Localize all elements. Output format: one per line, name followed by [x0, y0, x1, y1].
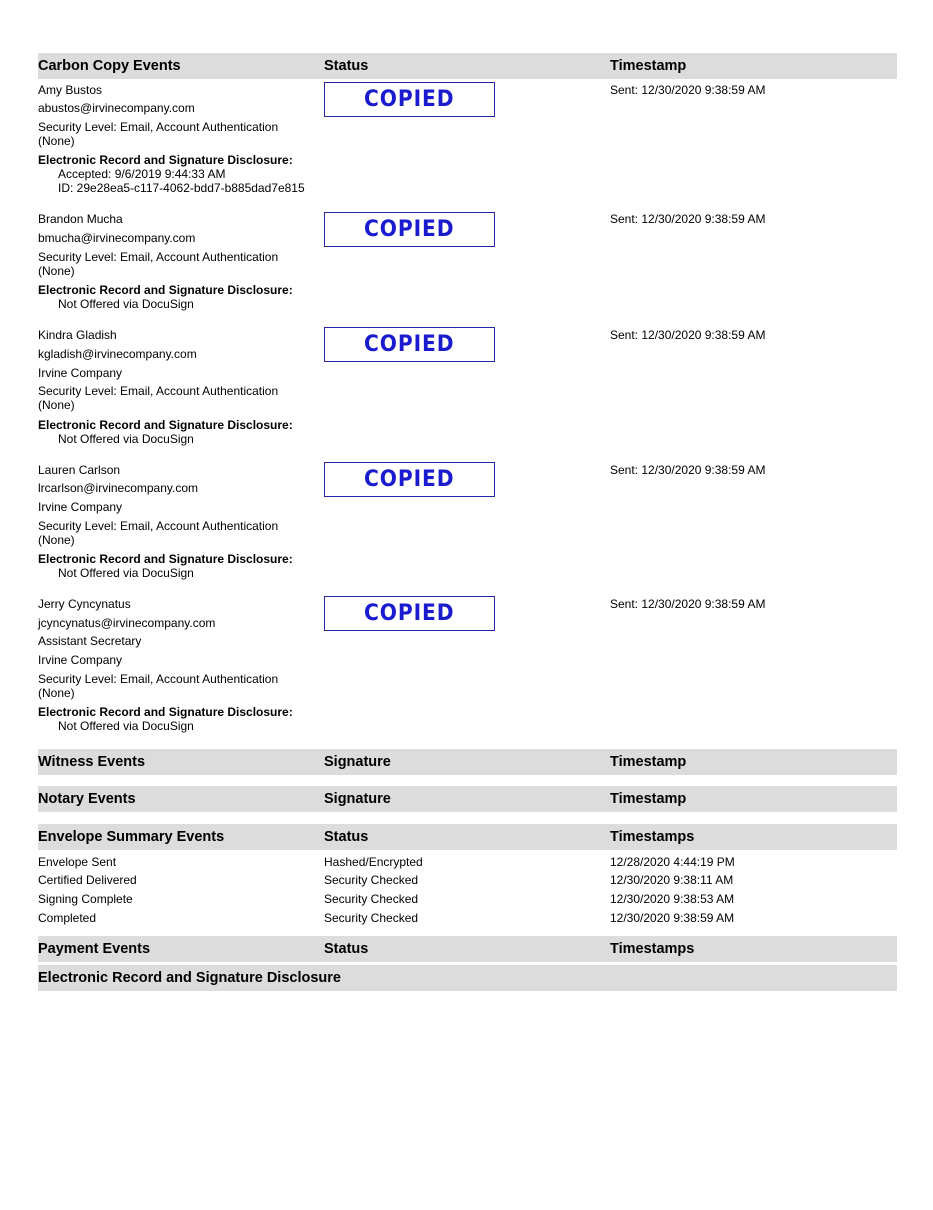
recipient-name: Lauren Carlson: [38, 463, 121, 477]
witness-events-title: Witness Events: [38, 754, 146, 770]
notary-events-title: Notary Events: [38, 791, 136, 807]
recipient-name: Kindra Gladish: [38, 328, 117, 342]
security-level: Security Level: Email, Account Authentication (None): [38, 250, 279, 278]
event-status: Security Checked: [324, 892, 419, 906]
sent-timestamp: Sent: 12/30/2020 9:38:59 AM: [610, 463, 766, 477]
timestamps-column-header: Timestamps: [610, 941, 695, 957]
copied-stamp: COPIED: [324, 596, 495, 631]
event-timestamp: 12/30/2020 9:38:59 AM: [610, 911, 735, 925]
event-name: Signing Complete: [38, 892, 133, 906]
notary-events-header: [38, 786, 897, 812]
status-column-header: Status: [324, 58, 369, 74]
recipient-email: abustos@irvinecompany.com: [38, 101, 195, 115]
timestamp-column-header: Timestamp: [610, 754, 687, 770]
disclosure-accepted: Accepted: 9/6/2019 9:44:33 AM: [58, 167, 226, 181]
disclosure-label: Electronic Record and Signature Disclosure:: [38, 153, 293, 167]
security-level: Security Level: Email, Account Authentication (None): [38, 120, 279, 148]
sent-timestamp: Sent: 12/30/2020 9:38:59 AM: [610, 328, 766, 342]
security-level: Security Level: Email, Account Authentication (None): [38, 672, 279, 700]
copied-stamp: COPIED: [324, 462, 495, 497]
recipient-title: Assistant Secretary: [38, 634, 142, 648]
signature-column-header: Signature: [324, 791, 391, 807]
disclosure-section-header: [38, 965, 897, 991]
sent-timestamp: Sent: 12/30/2020 9:38:59 AM: [610, 212, 766, 226]
envelope-summary-title: Envelope Summary Events: [38, 829, 225, 845]
timestamps-column-header: Timestamps: [610, 829, 695, 845]
event-status: Hashed/Encrypted: [324, 855, 423, 869]
event-timestamp: 12/28/2020 4:44:19 PM: [610, 855, 735, 869]
event-name: Envelope Sent: [38, 855, 117, 869]
disclosure-status: Not Offered via DocuSign: [58, 719, 194, 733]
security-level: Security Level: Email, Account Authentication (None): [38, 519, 279, 547]
signature-column-header: Signature: [324, 754, 391, 770]
event-name: Completed: [38, 911, 97, 925]
recipient-company: Irvine Company: [38, 366, 123, 380]
disclosure-status: Not Offered via DocuSign: [58, 297, 194, 311]
disclosure-status: Not Offered via DocuSign: [58, 432, 194, 446]
event-timestamp: 12/30/2020 9:38:53 AM: [610, 892, 735, 906]
event-name: Certified Delivered: [38, 873, 137, 887]
sent-timestamp: Sent: 12/30/2020 9:38:59 AM: [610, 597, 766, 611]
event-timestamp: 12/30/2020 9:38:11 AM: [610, 873, 734, 887]
disclosure-label: Electronic Record and Signature Disclosure:: [38, 418, 293, 432]
recipient-email: bmucha@irvinecompany.com: [38, 231, 196, 245]
sent-timestamp: Sent: 12/30/2020 9:38:59 AM: [610, 83, 766, 97]
copied-stamp: COPIED: [324, 327, 495, 362]
disclosure-id: ID: 29e28ea5-c117-4062-bdd7-b885dad7e815: [58, 181, 305, 195]
recipient-email: jcyncynatus@irvinecompany.com: [38, 616, 216, 630]
recipient-name: Jerry Cyncynatus: [38, 597, 131, 611]
timestamp-column-header: Timestamp: [610, 791, 687, 807]
recipient-email: lrcarlson@irvinecompany.com: [38, 481, 199, 495]
disclosure-status: Not Offered via DocuSign: [58, 566, 194, 580]
disclosure-label: Electronic Record and Signature Disclosure:: [38, 552, 293, 566]
disclosure-section-title: Electronic Record and Signature Disclosure: [38, 970, 341, 986]
disclosure-label: Electronic Record and Signature Disclosure:: [38, 283, 293, 297]
recipient-company: Irvine Company: [38, 500, 123, 514]
copied-stamp: COPIED: [324, 82, 495, 117]
carbon-copy-header: [38, 53, 897, 79]
security-level: Security Level: Email, Account Authentication (None): [38, 384, 279, 412]
carbon-copy-title: Carbon Copy Events: [38, 58, 181, 74]
event-status: Security Checked: [324, 911, 419, 925]
payment-events-title: Payment Events: [38, 941, 151, 957]
status-column-header: Status: [324, 829, 369, 845]
disclosure-label: Electronic Record and Signature Disclosure:: [38, 705, 293, 719]
envelope-summary-header: [38, 824, 897, 850]
event-status: Security Checked: [324, 873, 419, 887]
copied-stamp: COPIED: [324, 212, 495, 247]
recipient-email: kgladish@irvinecompany.com: [38, 347, 197, 361]
witness-events-header: [38, 749, 897, 775]
payment-events-header: [38, 936, 897, 962]
recipient-name: Brandon Mucha: [38, 212, 123, 226]
status-column-header: Status: [324, 941, 369, 957]
recipient-name: Amy Bustos: [38, 83, 103, 97]
timestamp-column-header: Timestamp: [610, 58, 687, 74]
recipient-company: Irvine Company: [38, 653, 123, 667]
